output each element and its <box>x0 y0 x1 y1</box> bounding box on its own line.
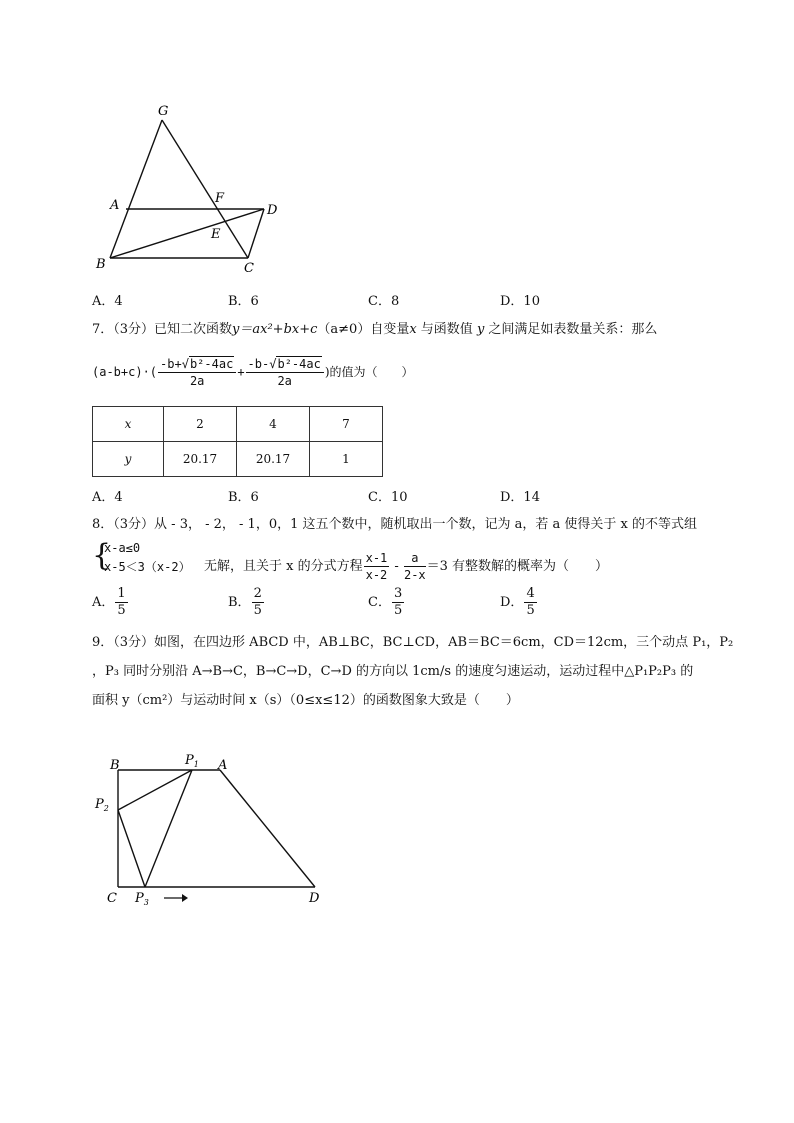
q7-option-b[interactable]: B．6 <box>228 490 259 505</box>
edge-DC <box>248 209 264 258</box>
figure-q9 <box>88 748 338 910</box>
edge-P2P3 <box>118 810 145 887</box>
q7-option-d[interactable]: D．14 <box>500 490 540 505</box>
q7-expression: (a-b+c)·( $\frac{\text{-b+√b²-4ac}}{2a}$ + $\frac{\text{-b-√b²-4ac}}{2a}$ )的值为（ ） <box>92 357 414 388</box>
q8-equation: 无解，且关于 x 的分式方程 $\frac{x-1}{x-2}$ - $\frac{a}{2-x}$ ＝3 有整数解的概率为（ ） <box>204 551 609 582</box>
q7-fraction-2: $\frac{\text{-b-√b²-4ac}}{2a}$ <box>246 356 324 389</box>
q7-option-a[interactable]: A．4 <box>92 490 123 505</box>
q8-fraction-1: $\frac{x-1}{x-2}$ <box>365 551 388 582</box>
edge-P3P1 <box>145 770 192 887</box>
edge-BD <box>110 209 264 258</box>
label-P2: $P_2$ <box>95 797 109 813</box>
label-C: C <box>107 891 117 906</box>
table-cell: 1 <box>310 442 383 477</box>
table-cell: 4 <box>237 407 310 442</box>
q9-stem-line-2: ，P₃ 同时分别沿 A→B→C，B→C→D，C→D 的方向以 1cm/s 的速度匀速运动，运动过程中△P₁P₂P₃ 的 <box>92 664 694 679</box>
table-cell: 20.17 <box>237 442 310 477</box>
q8-inequality-system <box>104 539 191 577</box>
q7-option-c[interactable]: C．10 <box>368 490 408 505</box>
edge-GB <box>110 120 162 258</box>
q9-stem-line-3: 面积 y（cm²）与运动时间 x（s）（0≤x≤12）的函数图象大致是（ ） <box>92 693 519 708</box>
q8-option-a[interactable]: A． $\frac{1}{5}$ <box>92 586 126 618</box>
q6-option-b[interactable]: B．6 <box>228 294 259 309</box>
label-C: C <box>244 261 254 276</box>
table-cell: y <box>93 442 164 477</box>
q8-fraction-2: $\frac{a}{2-x}$ <box>403 551 426 582</box>
table-cell: 2 <box>164 407 237 442</box>
q7-stem: 7．（3分）已知二次函数y＝ax²+bx+c（a≠0）自变量x 与函数值 y 之间满足如表数量关系：那么 <box>92 322 658 337</box>
table-cell: 20.17 <box>164 442 237 477</box>
q8-option-c[interactable]: C． $\frac{3}{5}$ <box>368 586 403 618</box>
label-D: D <box>309 891 320 906</box>
q6-option-d[interactable]: D．10 <box>500 294 540 309</box>
q7-function: y＝ax²+bx+c <box>232 322 318 337</box>
edge-AD <box>220 770 315 887</box>
label-A: A <box>218 758 228 773</box>
q7-value-table <box>92 406 383 477</box>
q6-option-c[interactable]: C．8 <box>368 294 400 309</box>
label-G: G <box>158 104 169 119</box>
label-P3: $P_3$ <box>135 891 149 907</box>
label-D: D <box>267 203 278 218</box>
edge-P1P2 <box>118 770 192 810</box>
q7-number: 7．（3分）已知二次函数 <box>92 322 233 337</box>
q9-stem-line-1: 9．（3分）如图，在四边形 ABCD 中，AB⊥BC，BC⊥CD，AB＝BC＝6cm，CD＝12cm，三个动点 P₁，P₂ <box>92 635 734 650</box>
table-cell: 7 <box>310 407 383 442</box>
q7-fraction-1: $\frac{\text{-b+√b²-4ac}}{2a}$ <box>158 356 236 389</box>
q7-condition: （a≠0）自变量 <box>317 322 410 337</box>
label-B: B <box>96 257 106 272</box>
arrow-icon <box>164 894 188 902</box>
figure-q6 <box>88 98 288 278</box>
q6-option-a[interactable]: A．4 <box>92 294 123 309</box>
label-P1: $P_1$ <box>185 753 199 769</box>
q8-inequality-1: x-a≤0 <box>104 541 141 555</box>
label-F: F <box>215 191 225 206</box>
label-E: E <box>211 227 221 242</box>
table-row <box>93 407 383 442</box>
q8-stem: 8．（3分）从 - 3， - 2， - 1，0，1 这五个数中，随机取出一个数，记为 a，若 a 使得关于 x 的不等式组 <box>92 517 697 532</box>
table-row <box>93 442 383 477</box>
label-A: A <box>110 198 120 213</box>
table-cell: x <box>93 407 164 442</box>
label-B: B <box>110 758 120 773</box>
q8-inequality-2: x-5＜3（x-2） <box>104 560 191 574</box>
q8-option-d[interactable]: D． $\frac{4}{5}$ <box>500 586 535 618</box>
q8-option-b[interactable]: B． $\frac{2}{5}$ <box>228 586 262 618</box>
q8-brace: { <box>92 538 112 573</box>
